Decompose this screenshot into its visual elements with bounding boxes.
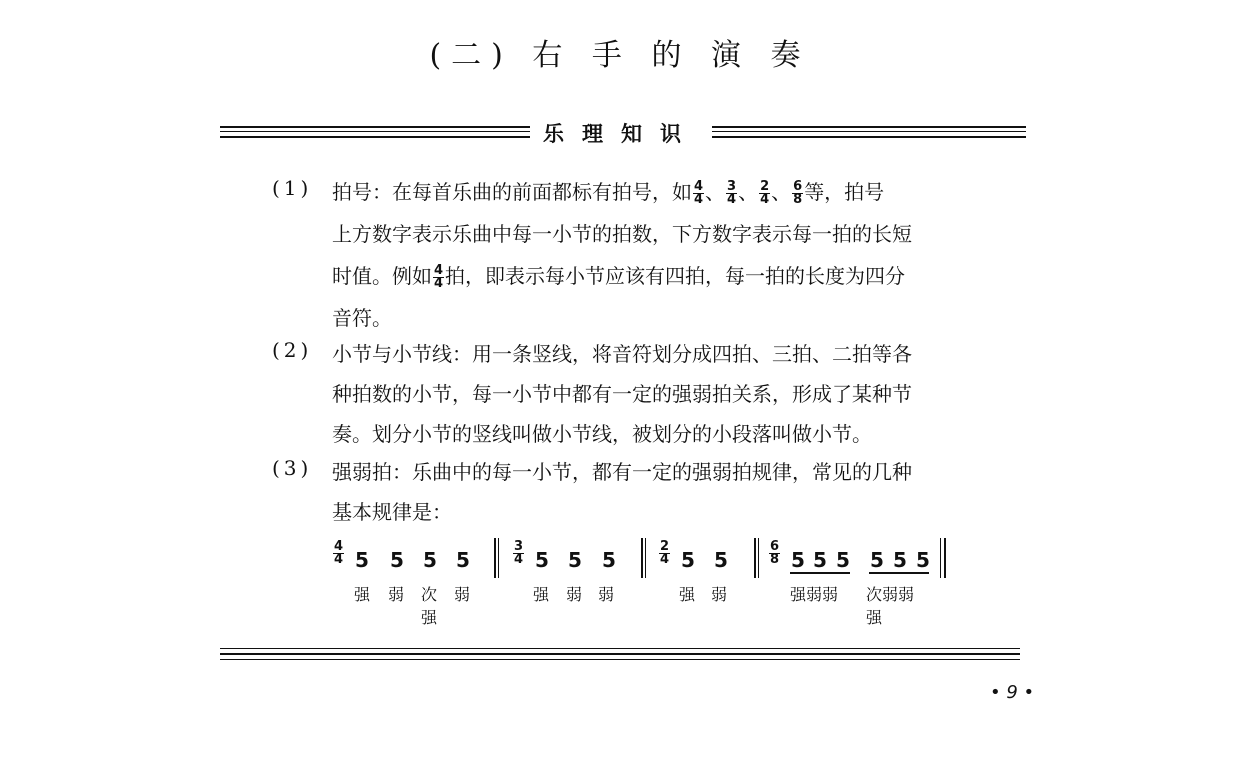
fraction-denominator: 4 <box>334 552 344 567</box>
paragraph-line: 奏。划分小节的竖线叫做小节线，被划分的小段落叫做小节。 <box>332 422 872 446</box>
accent-label: 强 <box>421 608 438 627</box>
note: 5 <box>568 548 582 572</box>
page-title: (二) 右 手 的 演 奏 <box>429 38 811 73</box>
note: 5 <box>456 548 470 572</box>
paragraph-line: 小节与小节线：用一条竖线，将音符划分成四拍、三拍、二拍等各 <box>332 342 912 366</box>
fraction-denominator: 8 <box>770 552 780 567</box>
note: 5 <box>870 548 884 572</box>
time-signature-4-4 <box>333 541 344 566</box>
header-rule-left-top <box>220 126 530 128</box>
note: 5 <box>602 548 616 572</box>
time-signature-fraction <box>792 181 803 206</box>
fraction-numerator: 3 <box>727 179 737 194</box>
header-rule-right-mid <box>712 131 1026 132</box>
fraction-numerator: 3 <box>514 539 524 554</box>
note: 5 <box>681 548 695 572</box>
note: 5 <box>423 548 437 572</box>
footer-rule-top <box>220 648 1020 649</box>
time-signature-3-4 <box>513 541 524 566</box>
bar-line <box>645 538 646 578</box>
time-signature-2-4 <box>659 541 670 566</box>
accent-label: 弱 <box>711 585 728 604</box>
paragraph-line: 种拍数的小节，每一小节中都有一定的强弱拍关系，形成了某种节 <box>332 382 912 406</box>
note: 5 <box>791 548 805 572</box>
text-span: 、 <box>771 180 792 204</box>
fraction-denominator: 4 <box>660 552 670 567</box>
paragraph-line: 基本规律是： <box>332 500 452 524</box>
paragraph-line: 上方数字表示乐曲中每一小节的拍数，下方数字表示每一拍的长短 <box>332 222 912 246</box>
fraction-denominator: 4 <box>727 192 737 207</box>
paragraph-number: (1) <box>272 176 313 200</box>
fraction-numerator: 6 <box>793 179 803 194</box>
note: 5 <box>714 548 728 572</box>
time-signature-fraction <box>693 181 704 206</box>
page-number: • 9 • <box>990 682 1035 703</box>
fraction-numerator: 2 <box>660 539 670 554</box>
note: 5 <box>355 548 369 572</box>
footer-rule-middle <box>220 653 1020 655</box>
note: 5 <box>893 548 907 572</box>
header-rule-right-bottom <box>712 136 1026 138</box>
accent-label: 弱 <box>598 585 615 604</box>
bar-line <box>940 538 941 578</box>
time-signature-fraction <box>433 265 444 290</box>
note: 5 <box>390 548 404 572</box>
accent-label: 弱 <box>388 585 405 604</box>
note: 5 <box>813 548 827 572</box>
paragraph-line: 强弱拍：乐曲中的每一小节，都有一定的强弱拍规律，常见的几种 <box>332 460 912 484</box>
accent-label: 弱 <box>566 585 583 604</box>
accent-label: 强 <box>533 585 550 604</box>
text-span: 、 <box>705 180 726 204</box>
header-rule-right-top <box>712 126 1026 128</box>
fraction-numerator: 4 <box>434 263 444 278</box>
beam-line <box>790 572 850 574</box>
fraction-denominator: 4 <box>760 192 770 207</box>
beam-line <box>869 572 929 574</box>
fraction-numerator: 6 <box>770 539 780 554</box>
accent-label: 次弱弱 <box>866 585 915 604</box>
bar-line <box>641 538 643 578</box>
note: 5 <box>916 548 930 572</box>
note: 5 <box>836 548 850 572</box>
text-span: 拍，即表示每小节应该有四拍，每一拍的长度为四分 <box>445 264 906 288</box>
fraction-numerator: 4 <box>694 179 704 194</box>
time-signature-fraction <box>759 181 770 206</box>
text-span: 拍号：在每首乐曲的前面都标有拍号，如 <box>332 180 692 204</box>
accent-label: 强 <box>679 585 696 604</box>
header-rule-left-mid <box>220 131 530 132</box>
text-span: 等，拍号 <box>804 180 885 204</box>
paragraph-number: (2) <box>272 338 313 362</box>
bar-line <box>758 538 759 578</box>
accent-label: 次 <box>421 585 438 604</box>
text-span: 、 <box>738 180 759 204</box>
fraction-numerator: 2 <box>760 179 770 194</box>
section-title: 乐理知识 <box>543 122 699 146</box>
paragraph-line: 音符。 <box>332 306 392 330</box>
fraction-denominator: 8 <box>793 192 803 207</box>
fraction-denominator: 4 <box>694 192 704 207</box>
footer-rule-bottom <box>220 659 1020 660</box>
accent-label: 强弱弱 <box>790 585 839 604</box>
bar-line <box>498 538 499 578</box>
accent-label: 强 <box>354 585 371 604</box>
bar-line <box>944 538 946 578</box>
paragraph-line <box>332 176 884 206</box>
time-signature-fraction <box>726 181 737 206</box>
paragraph-number: (3) <box>272 456 313 480</box>
paragraph-line <box>332 260 905 290</box>
bar-line <box>754 538 756 578</box>
fraction-denominator: 4 <box>434 276 444 291</box>
header-rule-left-bottom <box>220 136 530 138</box>
fraction-denominator: 4 <box>514 552 524 567</box>
text-span: 时值。例如 <box>332 264 432 288</box>
accent-label: 弱 <box>454 585 471 604</box>
note: 5 <box>535 548 549 572</box>
bar-line <box>494 538 496 578</box>
time-signature-6-8 <box>769 541 780 566</box>
accent-label: 强 <box>866 608 883 627</box>
fraction-numerator: 4 <box>334 539 344 554</box>
